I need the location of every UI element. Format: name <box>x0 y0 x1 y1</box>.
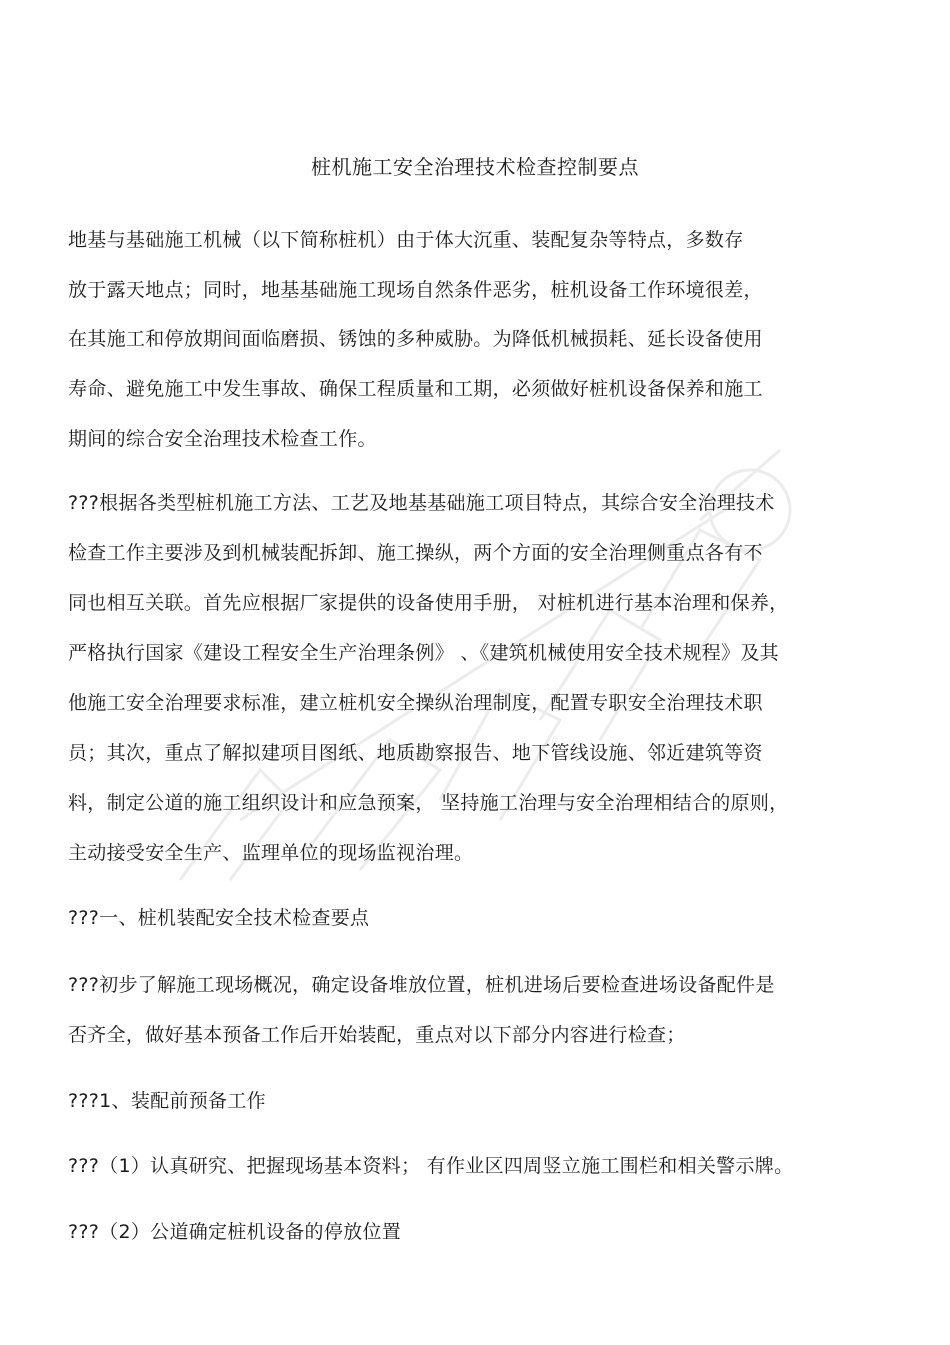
paragraph-line: 地基与基础施工机械（以下简称桩机）由于体大沉重、装配复杂等特点，多数存 <box>68 229 744 251</box>
paragraph-line: 放于露天地点；同时，地基基础施工现场自然条件恶劣，桩机设备工作环境很差， <box>68 279 763 301</box>
section-heading: ???一、桩机装配安全技术检查要点 <box>68 907 370 929</box>
document-title: 桩机施工安全治理技术检查控制要点 <box>311 155 639 179</box>
paragraph-line: 员；其次，重点了解拟建项目图纸、地质勘察报告、地下管线设施、邻近建筑等资 <box>68 742 763 764</box>
paragraph-line: 严格执行国家《建设工程安全生产治理条例》 、《建筑机械使用安全技术规程》及其 <box>68 642 779 664</box>
paragraph-line: ???根据各类型桩机施工方法、工艺及地基基础施工项目特点，其综合安全治理技术 <box>68 492 775 514</box>
paragraph-line: 同也相互关联。首先应根据厂家提供的设备使用手册， 对桩机进行基本治理和保养， <box>68 592 789 614</box>
subsection-heading: ???1、装配前预备工作 <box>68 1090 266 1112</box>
paragraph-line: 期间的综合安全治理技术检查工作。 <box>68 428 377 450</box>
paragraph-line: 否齐全，做好基本预备工作后开始装配，重点对以下部分内容进行检查； <box>68 1024 686 1046</box>
list-item: ???（2）公道确定桩机设备的停放位置 <box>68 1221 402 1243</box>
paragraph-line: 料，制定公道的施工组织设计和应急预案， 坚持施工治理与安全治理相结合的原则， <box>68 792 789 814</box>
paragraph-line: 主动接受安全生产、监理单位的现场监视治理。 <box>68 842 474 864</box>
list-item: ???（1）认真研究、把握现场基本资料； 有作业区四周竖立施工围栏和相关警示牌。 <box>68 1155 794 1177</box>
paragraph-line: 他施工安全治理要求标准，建立桩机安全操纵治理制度，配置专职安全治理技术职 <box>68 692 763 714</box>
paragraph-line: 寿命、避免施工中发生事故、确保工程质量和工期，必须做好桩机设备保养和施工 <box>68 378 763 400</box>
paragraph-line: ???初步了解施工现场概况，确定设备堆放位置，桩机进场后要检查进场设备配件是 <box>68 974 775 996</box>
paragraph-line: 在其施工和停放期间面临磨损、锈蚀的多种威胁。为降低机械损耗、延长设备使用 <box>68 328 763 350</box>
paragraph-line: 检查工作主要涉及到机械装配拆卸、施工操纵，两个方面的安全治理侧重点各有不 <box>68 542 763 564</box>
